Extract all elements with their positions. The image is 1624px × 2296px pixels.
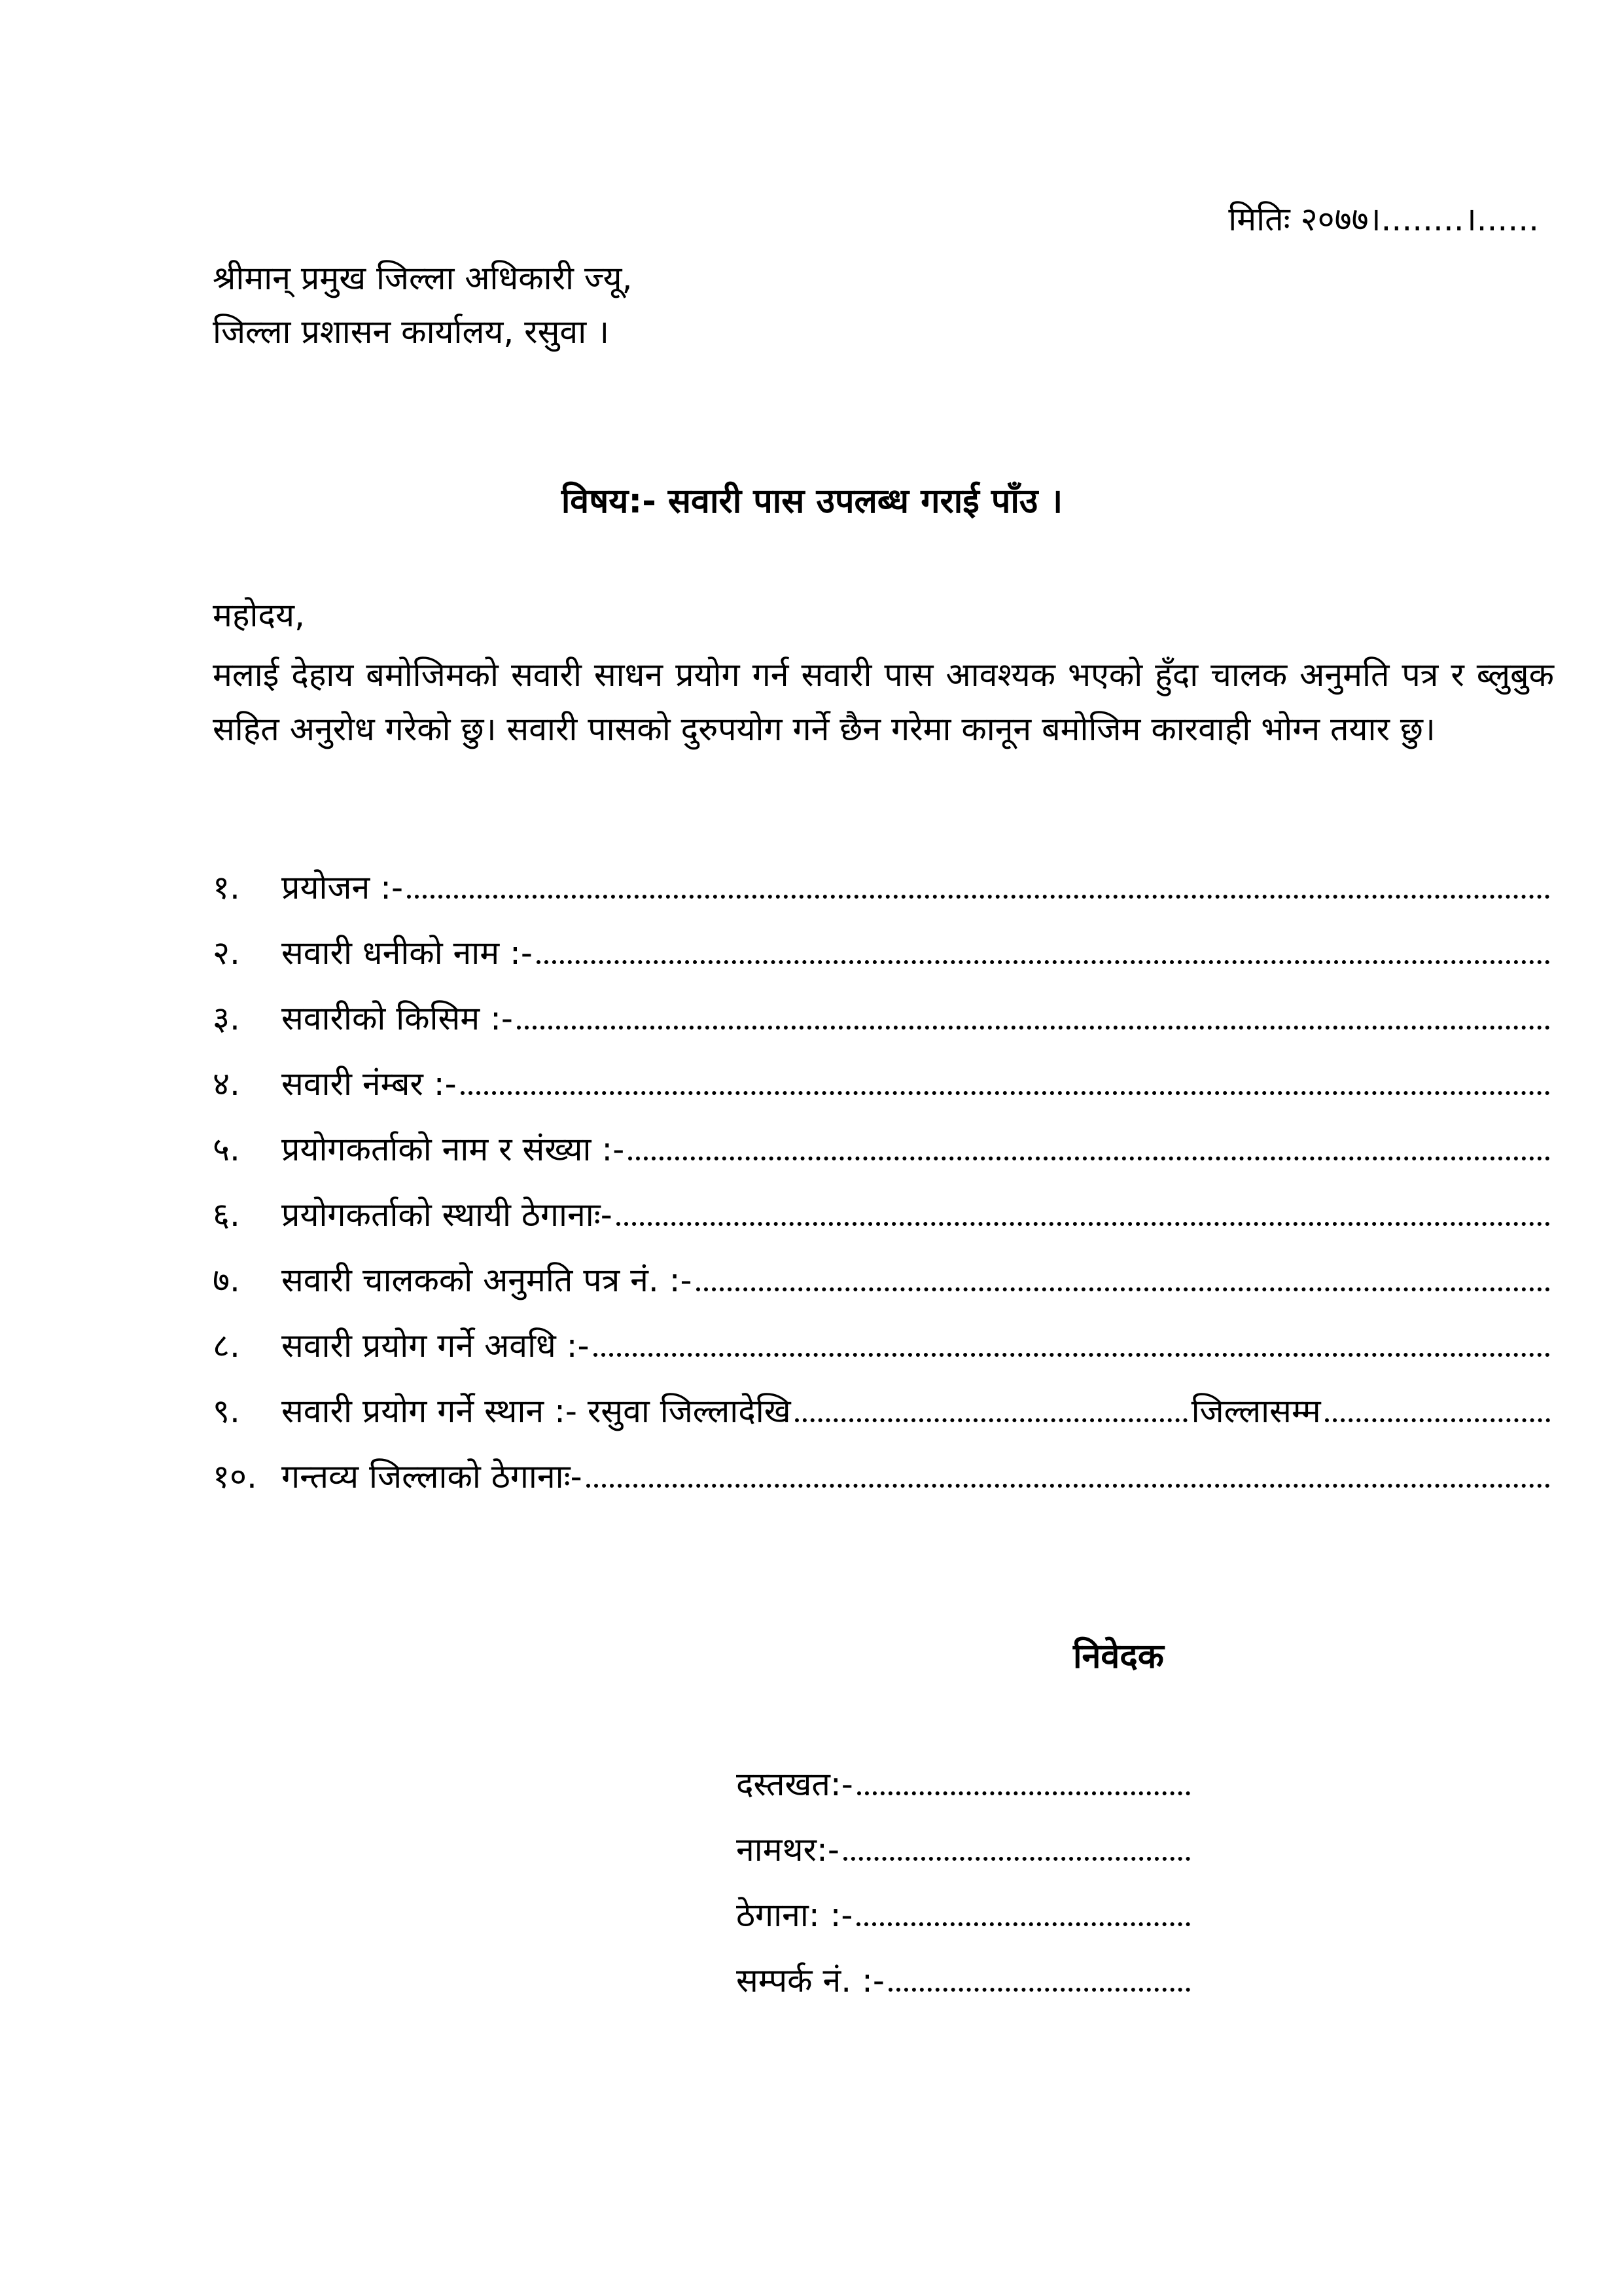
fill-in-line[interactable] xyxy=(407,895,1550,899)
field-number: ६. xyxy=(213,1196,240,1234)
name-label: नामथर:- xyxy=(736,1831,839,1869)
fill-in-line[interactable] xyxy=(517,1026,1550,1030)
field-number: ९. xyxy=(213,1392,240,1430)
subject-heading: विषय:- सवारी पास उपलब्ध गराई पाँउ । xyxy=(561,482,1063,521)
field-vehicle-number[interactable] xyxy=(213,1060,1554,1126)
contact-field[interactable] xyxy=(736,1957,1194,2022)
field-mid-label: जिल्लासम्म xyxy=(1191,1392,1321,1430)
body-paragraph: मलाई देहाय बमोजिमको सवारी साधन प्रयोग गर्न सवारी पास आवश्यक भएको हुँदा चालक अनुमति पत्र र ब्लुबुक सहित अनुरोध गरेको छु। सवारी पासको दुरुपयोग गर्ने छैन गरेमा कानून बमोजिम कारवाही भोग्न तयार छु। xyxy=(213,656,1554,748)
addressee-line-1: श्रीमान् प्रमुख जिल्ला अधिकारी ज्यू, xyxy=(213,259,633,297)
field-label: सवारी नंम्बर :- xyxy=(281,1065,457,1103)
field-label: गन्तव्य जिल्लाको ठेगानाः- xyxy=(281,1458,582,1496)
field-usage-period[interactable] xyxy=(213,1322,1554,1388)
name-field[interactable] xyxy=(736,1826,1194,1892)
applicant-heading: निवेदक xyxy=(1073,1637,1164,1676)
field-number: २. xyxy=(213,934,240,972)
field-label: प्रयोगकर्ताको स्थायी ठेगानाः- xyxy=(281,1196,612,1234)
salutation: महोदय, xyxy=(213,596,305,634)
field-number: ३. xyxy=(213,999,240,1037)
field-purpose[interactable] xyxy=(213,864,1554,929)
applicant-details xyxy=(736,1761,1194,2022)
fill-in-line[interactable] xyxy=(857,1791,1190,1795)
field-number: ८. xyxy=(213,1327,240,1365)
field-user-permanent-address[interactable] xyxy=(213,1191,1554,1257)
fill-in-line[interactable] xyxy=(461,1091,1550,1095)
addressee-line-2: जिल्ला प्रशासन कार्यालय, रसुवा । xyxy=(213,313,610,351)
field-number: ७. xyxy=(213,1261,240,1299)
field-number: ४. xyxy=(213,1065,240,1103)
field-user-name-count[interactable] xyxy=(213,1126,1554,1191)
fill-in-line[interactable] xyxy=(856,1922,1190,1926)
fill-in-line[interactable] xyxy=(696,1287,1550,1291)
signature-label: दस्तखत:- xyxy=(736,1765,853,1803)
field-label: प्रयोजन :- xyxy=(281,869,404,906)
field-destination-address[interactable] xyxy=(213,1453,1554,1518)
date-line: मितिः २०७७।........।...... xyxy=(1228,200,1539,238)
field-label: सवारीको किसिम :- xyxy=(281,999,513,1037)
form-fields xyxy=(213,864,1554,1518)
field-label: सवारी प्रयोग गर्ने स्थान :- रसुवा जिल्लादेखि xyxy=(281,1392,791,1430)
field-driver-license-number[interactable] xyxy=(213,1257,1554,1322)
field-number: ५. xyxy=(213,1130,240,1168)
field-label: सवारी धनीको नाम :- xyxy=(281,934,533,972)
fill-in-line-to-district[interactable] xyxy=(1325,1418,1550,1422)
field-label: सवारी प्रयोग गर्ने अवधि :- xyxy=(281,1327,590,1365)
fill-in-line[interactable] xyxy=(593,1353,1550,1357)
fill-in-line[interactable] xyxy=(586,1484,1550,1488)
address-label: ठेगाना: :- xyxy=(736,1896,853,1934)
signature-field[interactable] xyxy=(736,1761,1194,1826)
addressee-block xyxy=(213,259,632,366)
fill-in-line[interactable] xyxy=(628,1157,1550,1160)
field-usage-location[interactable] xyxy=(213,1388,1554,1453)
field-label: प्रयोगकर्ताको नाम र संख्या :- xyxy=(281,1130,625,1168)
fill-in-line[interactable] xyxy=(616,1222,1550,1226)
contact-label: सम्पर्क नं. :- xyxy=(736,1962,885,2000)
fill-in-line-from-district[interactable] xyxy=(795,1418,1188,1422)
field-label: सवारी चालकको अनुमति पत्र नं. :- xyxy=(281,1261,692,1299)
fill-in-line[interactable] xyxy=(843,1857,1190,1861)
fill-in-line[interactable] xyxy=(537,960,1550,964)
field-owner-name[interactable] xyxy=(213,929,1554,995)
field-number: १०. xyxy=(213,1458,257,1496)
field-vehicle-type[interactable] xyxy=(213,995,1554,1060)
fill-in-line[interactable] xyxy=(889,1988,1190,1992)
field-number: १. xyxy=(213,869,240,906)
address-field[interactable] xyxy=(736,1892,1194,1957)
